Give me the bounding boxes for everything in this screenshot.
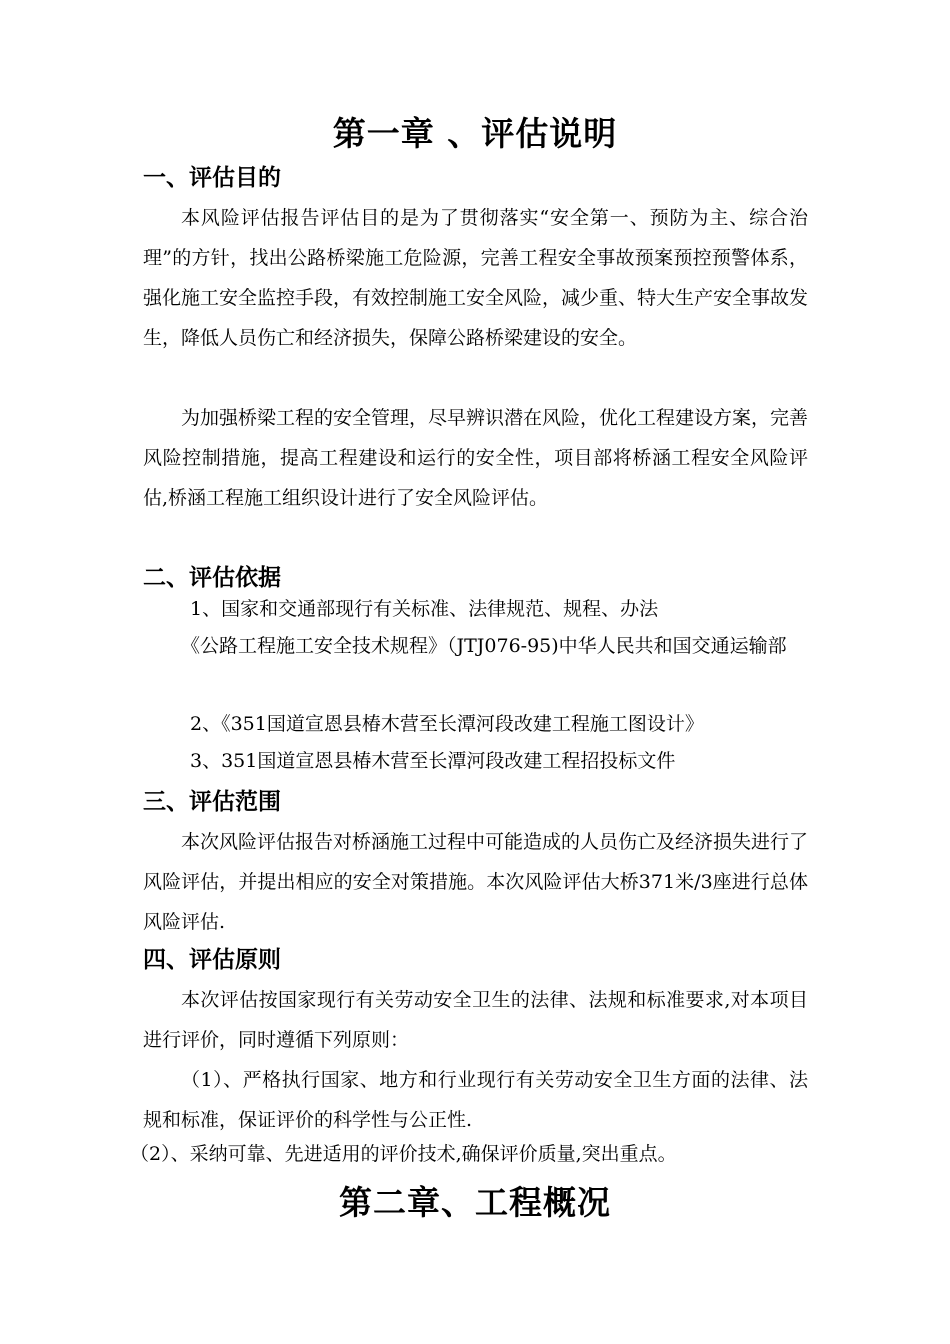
basis-item-1: 1、国家和交通部现行有关标准、法律规范、规程、办法: [190, 598, 659, 620]
basis-item-2: 2、《351国道宣恩县椿木营至长潭河段改建工程施工图设计》: [190, 713, 704, 735]
principle-2: （2）、采纳可靠、先进适用的评价技术,确保评价质量,突出重点。: [130, 1143, 677, 1165]
basis-item-3: 3、351国道宣恩县椿木营至长潭河段改建工程招投标文件: [190, 750, 676, 772]
section-3-paragraph-1: 本次风险评估报告对桥涵施工过程中可能造成的人员伤亡及经济损失进行了风险评估，并提出相应的安全对策措施。本次风险评估大桥371米/3座进行总体风险评估.: [143, 831, 809, 933]
section-1-paragraph-1: 本风险评估报告评估目的是为了贯彻落实“安全第一、预防为主、综合治理”的方针，找出公路桥梁施工危险源，完善工程安全事故预案预控预警体系，强化施工安全监控手段，有效控制施工安全风险，减少重、特大生产安全事故发生，降低人员伤亡和经济损失，保障公路桥梁建设的安全。: [143, 207, 809, 349]
section-4-heading: 四、评估原则: [143, 947, 281, 973]
section-3-heading: 三、评估范围: [143, 789, 281, 815]
section-2-heading: 二、评估依据: [143, 565, 281, 591]
section-1-paragraph-2: 为加强桥梁工程的安全管理，尽早辨识潜在风险，优化工程建设方案，完善风险控制措施，提高工程建设和运行的安全性，项目部将桥涵工程安全风险评估,桥涵工程施工组织设计进行了安全风险评估。: [143, 407, 809, 509]
principle-1: （1）、严格执行国家、地方和行业现行有关劳动安全卫生方面的法律、法规和标准，保证评价的科学性与公正性.: [143, 1069, 808, 1131]
section-4-paragraph-1: 本次评估按国家现行有关劳动安全卫生的法律、法规和标准要求,对本项目进行评价，同时遵循下列原则：: [143, 989, 808, 1051]
basis-item-1-detail: 《公路工程施工安全技术规程》（JTJ076-95)中华人民共和国交通运输部: [181, 635, 787, 657]
section-1-heading: 一、评估目的: [143, 165, 281, 191]
chapter-1-title: 第一章 、评估说明: [332, 114, 618, 153]
chapter-2-title: 第二章、工程概况: [339, 1183, 611, 1222]
